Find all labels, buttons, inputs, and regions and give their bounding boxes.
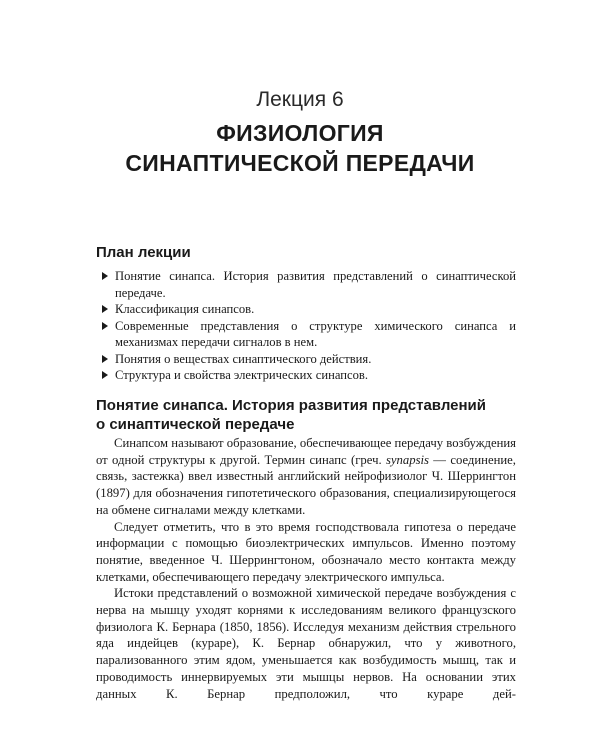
section-heading <box>96 396 516 434</box>
plan-item <box>96 268 516 301</box>
plan-item <box>96 367 516 384</box>
paragraph-2: Следует отметить, что в это время господствовала гипотеза о передаче информации с помощью биоэлектрических импульсов. Именно поэтому понятие, введенное Ч. Шеррингтоном, обозначало место контакта между клетками, обеспечивающего передачу электрического импульса. <box>96 519 516 584</box>
plan-item-text: Понятие синапса. История развития представлений о синаптической передаче. <box>115 269 516 300</box>
body-text <box>96 435 516 702</box>
plan-item <box>96 318 516 351</box>
plan-item-text: Современные представления о структуре химического синапса и механизмах передачи сигналов в нем. <box>115 318 516 349</box>
plan-heading: План лекции <box>96 244 191 261</box>
plan-item-text: Понятия о веществах синаптического действия. <box>115 351 372 366</box>
bullet-arrow-icon <box>102 371 108 379</box>
paragraph-1-end: — соединение, связь, застежка) ввел известный английский нейрофизиолог Ч. Шеррингтон (1897) для обозначения гипотетического образования, специализирующегося на обмене сигналами между клетками. <box>96 452 516 517</box>
paragraph-3: Истоки представлений о возможной химической передаче возбуждения с нерва на мышцу уходят корнями к исследованиям великого французского физиолога К. Бернара (1850, 1856). Исследуя механизм действия стрельного яда индейцев (кураре), К. Бернар обнаружил, что у животного, парализованного этим ядом, уменьшается как возбудимость мышц, так и проводимость иннервируемых эти мышцы нервов. На основании этих данных К. Бернар предположил, что кураре дей- <box>96 586 516 701</box>
section-heading-line-1: Понятие синапса. История развития представлений <box>96 397 486 414</box>
plan-list <box>96 268 516 384</box>
term-synapsis: synapsis <box>385 452 429 467</box>
bullet-arrow-icon <box>102 322 108 330</box>
section-heading-line-2: о синаптической передаче <box>96 416 295 433</box>
plan-item-text: Структура и свойства электрических синапсов. <box>115 368 368 382</box>
bullet-arrow-icon <box>102 305 108 313</box>
bullet-arrow-icon <box>102 355 108 363</box>
bullet-arrow-icon <box>102 272 108 280</box>
plan-item-text: Классификация синапсов. <box>115 302 255 316</box>
title-line-2: СИНАПТИЧЕСКОЙ ПЕРЕДАЧИ <box>125 150 475 176</box>
paragraph-1-start: Синапсом называют образование, обеспечивающее передачу возбуждения от одной структуры к другой. Термин синапс (греч. <box>96 436 516 467</box>
lecture-number: Лекция 6 <box>256 88 344 111</box>
title-line-1: ФИЗИОЛОГИЯ <box>216 120 384 146</box>
lecture-title <box>0 118 600 178</box>
plan-item <box>96 351 516 368</box>
paragraph-1 <box>96 435 516 519</box>
plan-item <box>96 301 516 318</box>
